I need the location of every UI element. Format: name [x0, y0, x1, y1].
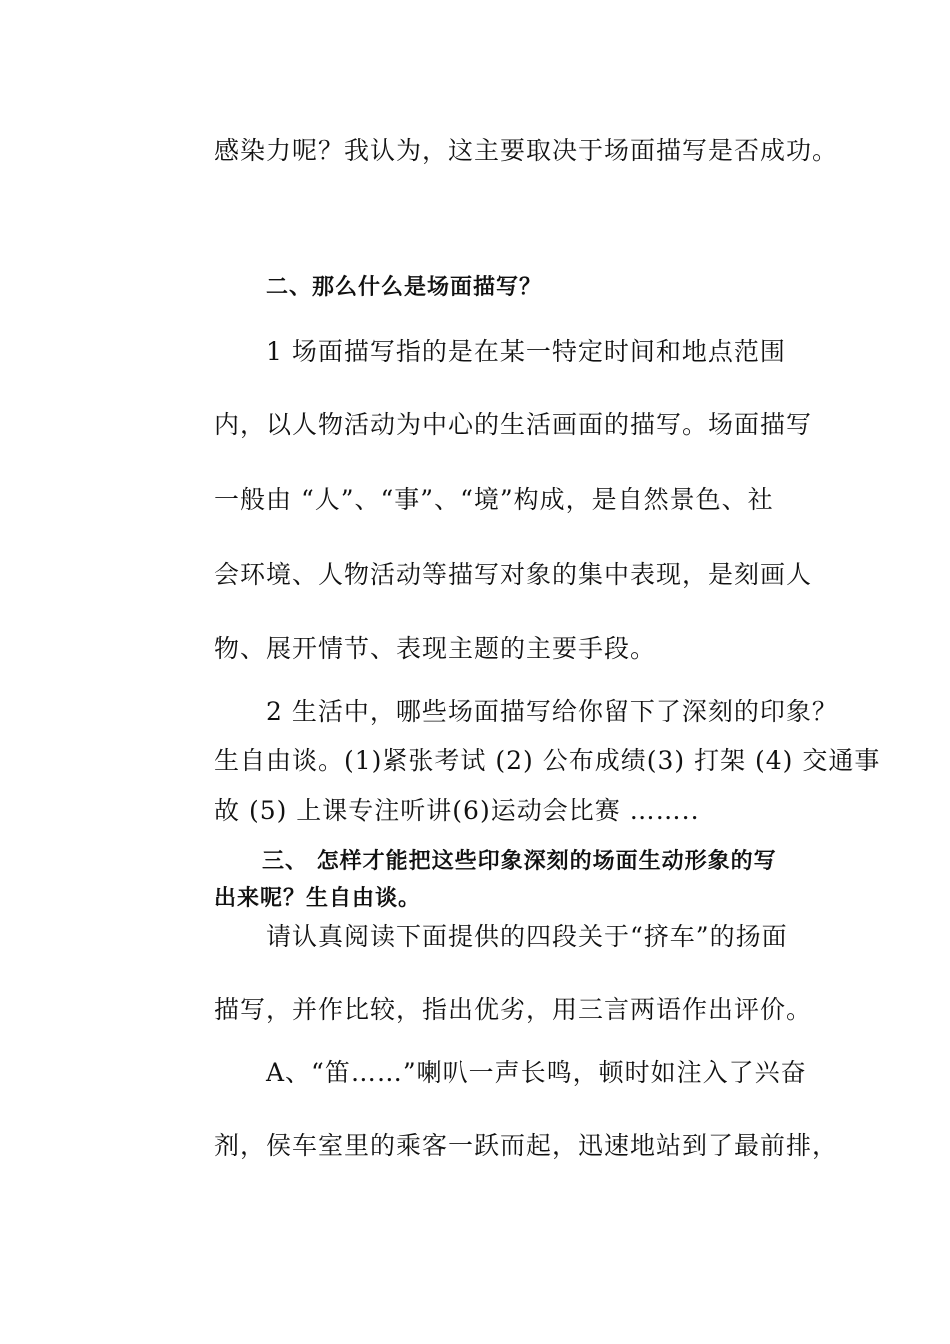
paragraph-line: 请认真阅读下面提供的四段关于“挤车”的扬面 — [266, 922, 788, 951]
paragraph-line: 2 生活中，哪些场面描写给你留下了深刻的印象？ — [266, 697, 838, 726]
paragraph-line: 物、展开情节、表现主题的主要手段。 — [214, 634, 657, 663]
paragraph-line: 1 场面描写指的是在某一特定时间和地点范围 — [266, 337, 786, 366]
section-heading-3-continued: 出来呢？生自由谈。 — [214, 886, 422, 911]
paragraph-line: 故 (5) 上课专注听讲(6)运动会比赛 …….. — [214, 796, 700, 825]
paragraph-line: 描写，并作比较，指出优劣，用三言两语作出评价。 — [214, 995, 813, 1024]
paragraph-line: 感染力呢？我认为，这主要取决于场面描写是否成功。 — [214, 136, 839, 165]
section-heading-2: 二、那么什么是场面描写？ — [266, 275, 543, 300]
paragraph-line: 一般由 “人”、“事”、“境”构成，是自然景色、社 — [214, 485, 774, 514]
paragraph-line: 剂，侯车室里的乘客一跃而起，迅速地站到了最前排， — [214, 1131, 839, 1160]
paragraph-line: A、“笛……”喇叭一声长鸣，顿时如注入了兴奋 — [266, 1058, 807, 1087]
paragraph-line: 会环境、人物活动等描写对象的集中表现，是刻画人 — [214, 560, 813, 589]
section-heading-3: 三、 怎样才能把这些印象深刻的场面生动形象的写 — [262, 849, 777, 874]
paragraph-line: 内，以人物活动为中心的生活画面的描写。场面描写 — [214, 410, 813, 439]
paragraph-line: 生自由谈。(1)紧张考试 (2) 公布成绩(3) 打架 (4) 交通事 — [214, 746, 881, 775]
